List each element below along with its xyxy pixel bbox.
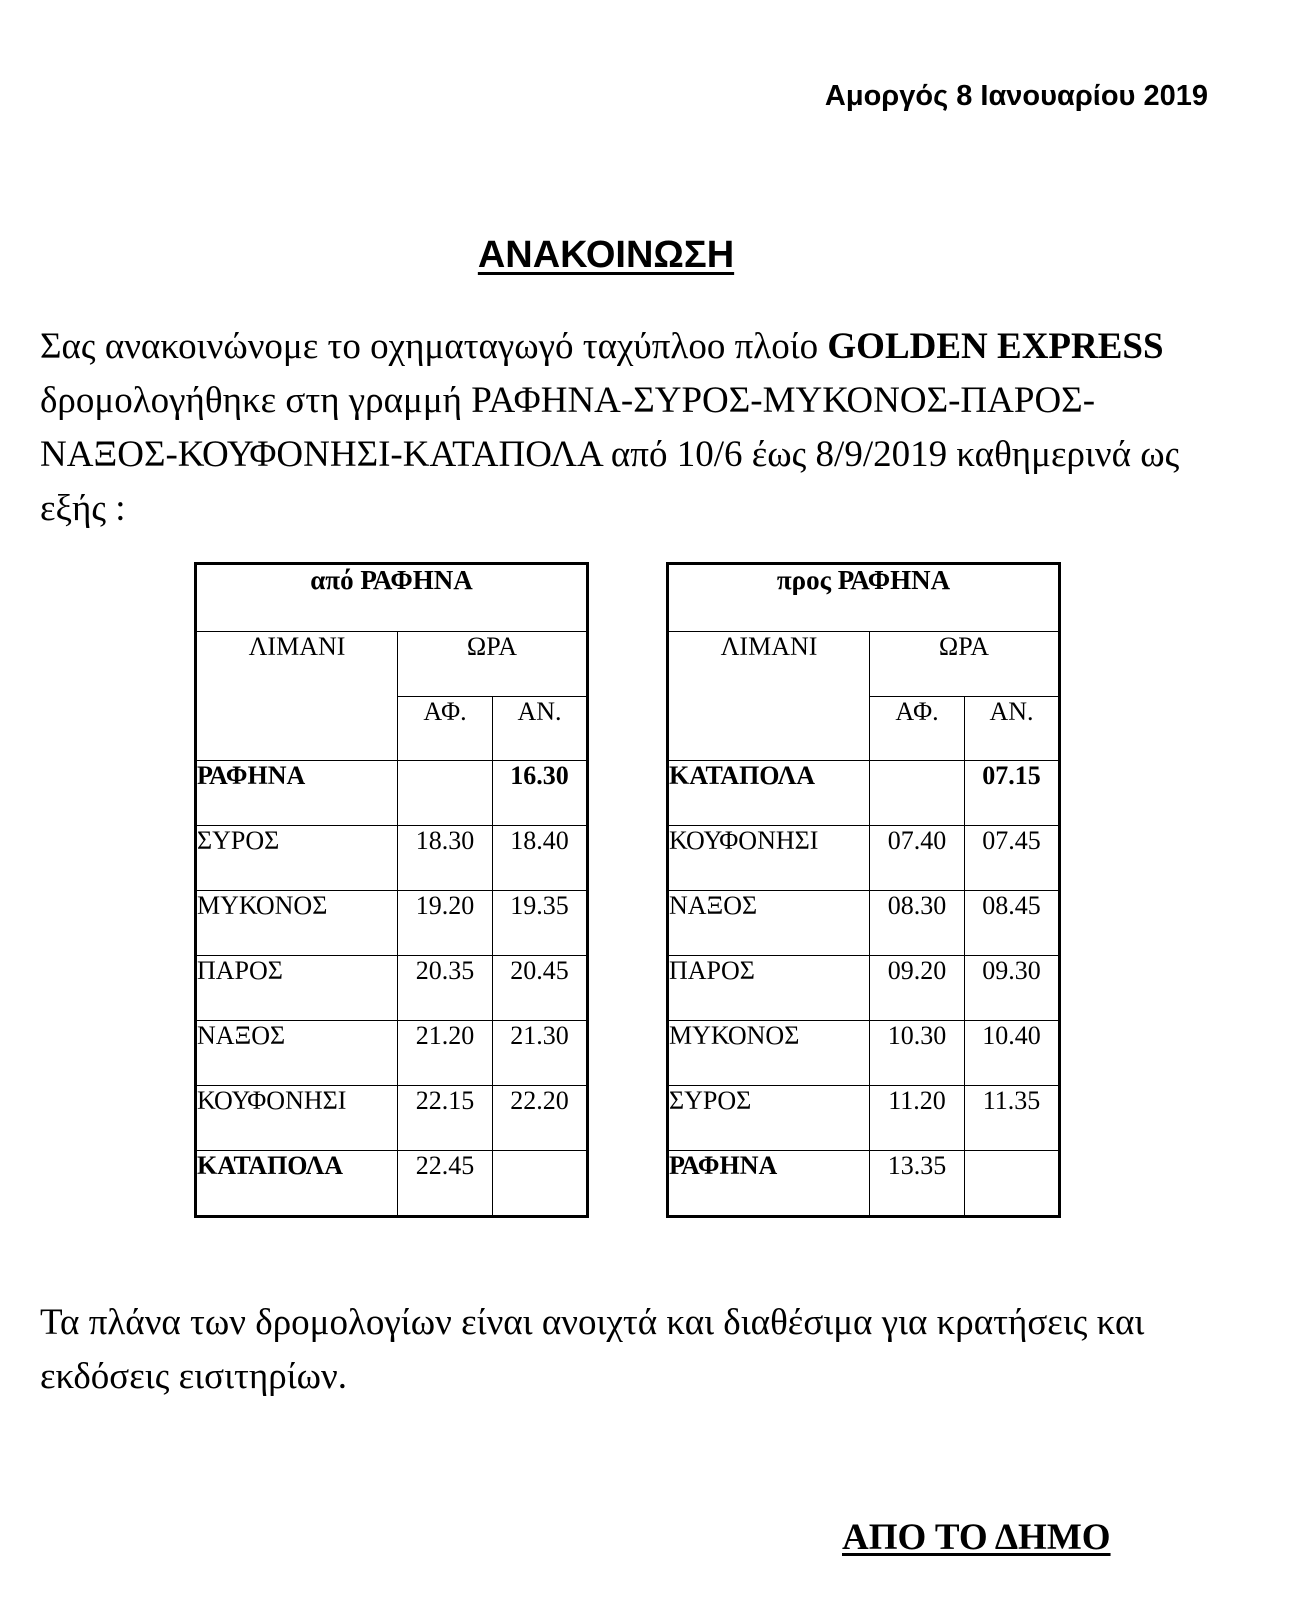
table-row	[668, 891, 1060, 956]
departure-time: 19.20	[398, 891, 493, 956]
table-row	[668, 826, 1060, 891]
departure-time: 21.20	[398, 1021, 493, 1086]
port-name: ΡΑΦΗΝΑ	[196, 761, 398, 826]
departure-time: 11.20	[870, 1086, 965, 1151]
arrival-time: 20.45	[493, 956, 588, 1021]
departure-time: 18.30	[398, 826, 493, 891]
port-name: ΣΥΡΟΣ	[196, 826, 398, 891]
port-name: ΜΥΚΟΝΟΣ	[668, 1021, 870, 1086]
departure-column-header: ΑΦ.	[870, 696, 965, 761]
table-row	[196, 956, 588, 1021]
table-caption: από ΡΑΦΗΝΑ	[196, 564, 588, 632]
arrival-time	[965, 1151, 1060, 1217]
arrival-column-header: ΑΝ.	[965, 696, 1060, 761]
arrival-time: 18.40	[493, 826, 588, 891]
arrival-time: 07.15	[965, 761, 1060, 826]
intro-text-start: Σας ανακοινώνομε το οχηματαγωγό ταχύπλοο πλοίο	[40, 326, 828, 367]
schedule-table-from-rafina	[194, 562, 589, 1218]
departure-time: 13.35	[870, 1151, 965, 1217]
intro-text-end: δρομολογήθηκε στη γραμμή ΡΑΦΗΝΑ-ΣΥΡΟΣ-ΜΥΚΟΝΟΣ-ΠΑΡΟΣ-ΝΑΞΟΣ-ΚΟΥΦΟΝΗΣΙ-ΚΑΤΑΠΟΛΑ από 10/6 έως 8/9/2019 καθημερινά ως εξής :	[40, 380, 1180, 529]
departure-time: 08.30	[870, 891, 965, 956]
table-row	[196, 891, 588, 956]
arrival-time: 11.35	[965, 1086, 1060, 1151]
departure-time: 07.40	[870, 826, 965, 891]
departure-time	[398, 761, 493, 826]
port-name: ΝΑΞΟΣ	[196, 1021, 398, 1086]
port-name: ΚΑΤΑΠΟΛΑ	[668, 761, 870, 826]
time-column-header: ΩΡΑ	[870, 632, 1060, 697]
port-name: ΣΥΡΟΣ	[668, 1086, 870, 1151]
port-name: ΡΑΦΗΝΑ	[668, 1151, 870, 1217]
port-column-header: ΛΙΜΑΝΙ	[668, 632, 870, 761]
ship-name: GOLDEN EXPRESS	[827, 326, 1164, 367]
schedule-table-to-rafina	[666, 562, 1061, 1218]
arrival-time: 21.30	[493, 1021, 588, 1086]
table-caption: προς ΡΑΦΗΝΑ	[668, 564, 1060, 632]
intro-paragraph	[40, 320, 1230, 536]
table-row	[196, 1021, 588, 1086]
departure-column-header: ΑΦ.	[398, 696, 493, 761]
time-column-header: ΩΡΑ	[398, 632, 588, 697]
table-row	[196, 761, 588, 826]
port-name: ΚΟΥΦΟΝΗΣΙ	[668, 826, 870, 891]
port-name: ΚΑΤΑΠΟΛΑ	[196, 1151, 398, 1217]
signature: ΑΠΟ ΤΟ ΔΗΜΟ	[842, 1517, 1111, 1558]
arrival-time: 16.30	[493, 761, 588, 826]
table-row	[668, 956, 1060, 1021]
table-row	[196, 1151, 588, 1217]
document-title: ΑΝΑΚΟΙΝΩΣΗ	[477, 234, 735, 276]
table-row	[668, 1021, 1060, 1086]
arrival-time: 19.35	[493, 891, 588, 956]
table-row	[196, 826, 588, 891]
departure-time: 22.15	[398, 1086, 493, 1151]
port-name: ΜΥΚΟΝΟΣ	[196, 891, 398, 956]
departure-time: 10.30	[870, 1021, 965, 1086]
document-date: Αμοργός 8 Ιανουαρίου 2019	[824, 80, 1208, 112]
table-row	[196, 1086, 588, 1151]
table-row	[668, 761, 1060, 826]
departure-time: 22.45	[398, 1151, 493, 1217]
closing-paragraph: Τα πλάνα των δρομολογίων είναι ανοιχτά και διαθέσιμα για κρατήσεις και εκδόσεις εισιτηρίων.	[40, 1302, 1145, 1397]
port-name: ΠΑΡΟΣ	[668, 956, 870, 1021]
departure-time: 20.35	[398, 956, 493, 1021]
departure-time: 09.20	[870, 956, 965, 1021]
table-row	[668, 1151, 1060, 1217]
arrival-time	[493, 1151, 588, 1217]
arrival-column-header: ΑΝ.	[493, 696, 588, 761]
arrival-time: 10.40	[965, 1021, 1060, 1086]
arrival-time: 22.20	[493, 1086, 588, 1151]
port-name: ΚΟΥΦΟΝΗΣΙ	[196, 1086, 398, 1151]
arrival-time: 07.45	[965, 826, 1060, 891]
arrival-time: 09.30	[965, 956, 1060, 1021]
port-column-header: ΛΙΜΑΝΙ	[196, 632, 398, 761]
table-row	[668, 1086, 1060, 1151]
arrival-time: 08.45	[965, 891, 1060, 956]
port-name: ΠΑΡΟΣ	[196, 956, 398, 1021]
departure-time	[870, 761, 965, 826]
port-name: ΝΑΞΟΣ	[668, 891, 870, 956]
